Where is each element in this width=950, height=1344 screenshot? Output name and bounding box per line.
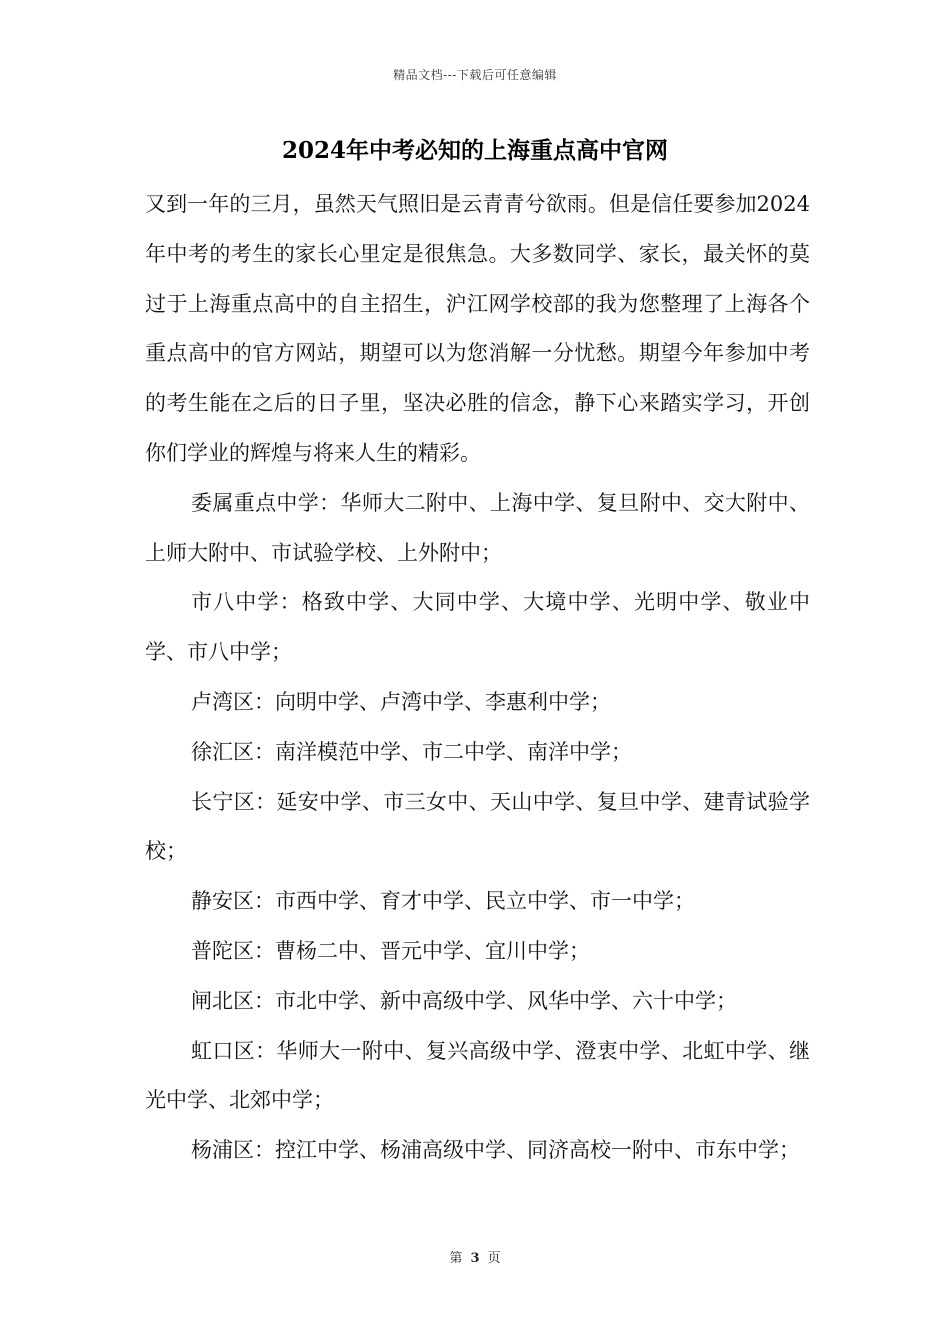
- document-body: [145, 180, 810, 1176]
- district-paragraph-zhabei: 闸北区：市北中学、新中高级中学、风华中学、六十中学；: [191, 988, 737, 1013]
- page-footer: [0, 1247, 950, 1266]
- district-paragraph-jingan: 静安区：市西中学、育才中学、民立中学、市一中学；: [191, 889, 695, 914]
- page-number-prefix: 第: [449, 1251, 463, 1266]
- page-header: [0, 66, 950, 83]
- page-number: 3: [470, 1251, 480, 1266]
- district-paragraph-city-eight: 市八中学：格致中学、大同中学、大境中学、光明中学、敬业中学、市八中学；: [145, 590, 810, 665]
- header-text: 精品文档---下载后可任意编辑: [393, 68, 557, 82]
- district-paragraph-municipal: 委属重点中学：华师大二附中、上海中学、复旦附中、交大附中、上师大附中、市试验学校、上外附中；: [145, 490, 810, 565]
- district-paragraph-changning: 长宁区：延安中学、市三女中、天山中学、复旦中学、建青试验学校；: [145, 789, 810, 864]
- district-paragraph-hongkou: 虹口区：华师大一附中、复兴高级中学、澄衷中学、北虹中学、继光中学、北郊中学；: [145, 1038, 810, 1113]
- district-paragraph-yangpu: 杨浦区：控江中学、杨浦高级中学、同济高校一附中、市东中学；: [191, 1138, 800, 1163]
- document-title: 2024年中考必知的上海重点高中官网: [281, 137, 668, 164]
- district-paragraph-putuo: 普陀区：曹杨二中、晋元中学、宜川中学；: [191, 938, 590, 963]
- intro-paragraph: 又到一年的三月，虽然天气照旧是云青青兮欲雨。但是信任要参加2024年中考的考生的家长心里定是很焦急。大多数同学、家长，最关怀的莫过于上海重点高中的自主招生，沪江网学校部的我为您整理了上海各个重点高中的官方网站，期望可以为您消解一分忧愁。期望今年参加中考的考生能在之后的日子里，坚决必胜的信念，静下心来踏实学习，开创你们学业的辉煌与将来人生的精彩。: [145, 192, 810, 465]
- page-number-suffix: 页: [487, 1251, 501, 1266]
- district-paragraph-luwan: 卢湾区：向明中学、卢湾中学、李惠利中学；: [191, 689, 611, 714]
- district-paragraph-xuhui: 徐汇区：南洋模范中学、市二中学、南洋中学；: [191, 739, 632, 764]
